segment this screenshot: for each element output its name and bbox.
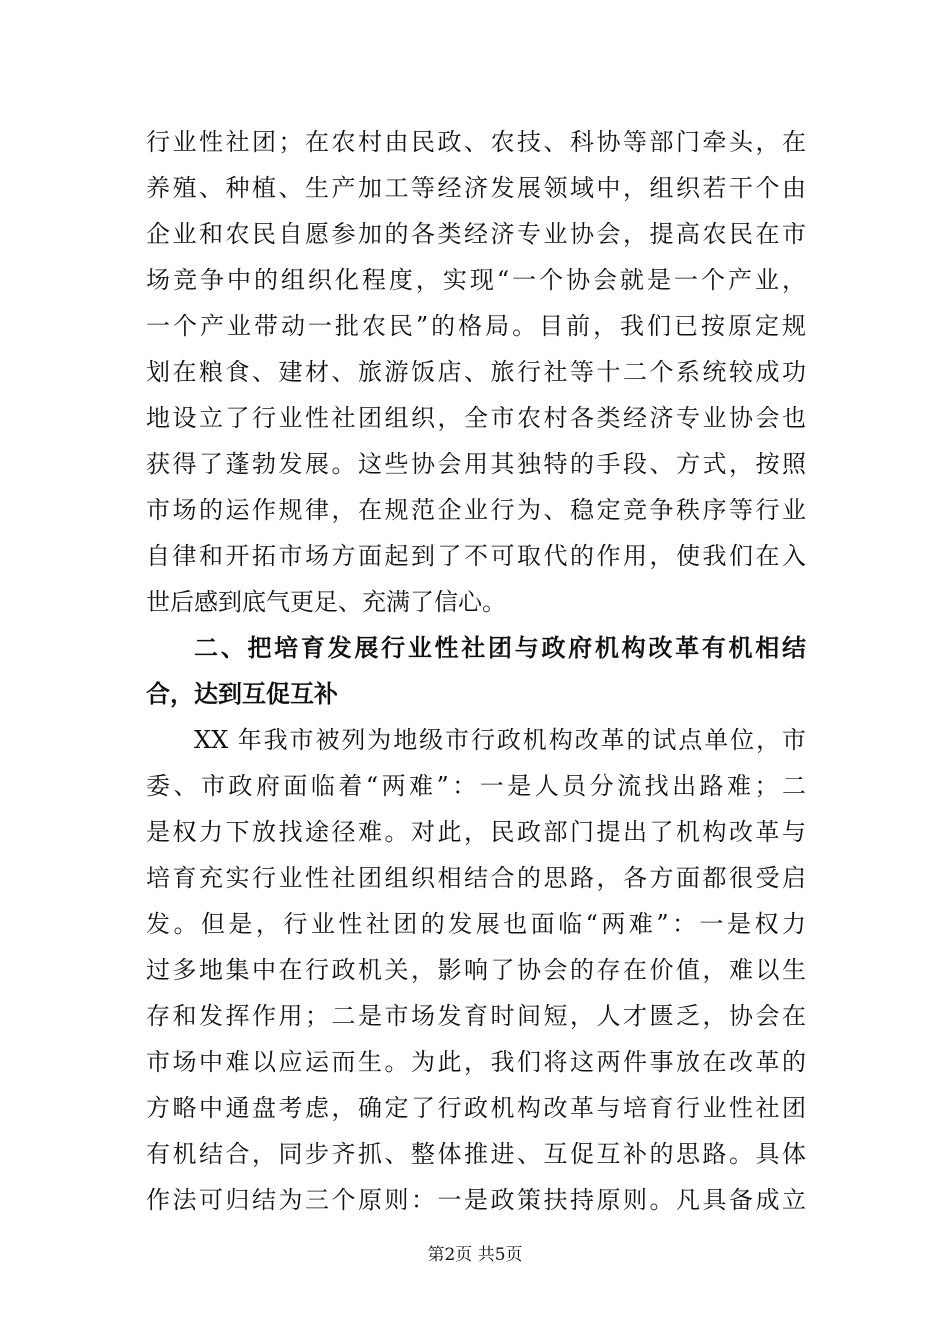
body-line: 地设立了行业性社团组织，全市农村各类经济专业协会也	[146, 404, 806, 432]
body-line: 有机结合，同步齐抓、整体推进、互促互补的思路。具体	[146, 1140, 806, 1168]
page-footer: 第2页 共5页	[427, 1245, 523, 1265]
body-line: 委、市政府面临着“两难”：一是人员分流找出路难；二	[146, 772, 806, 800]
body-line: 自律和开拓市场方面起到了不可取代的作用，使我们在入	[146, 542, 806, 570]
section-heading: 合，达到互促互补	[146, 680, 338, 708]
body-line: 方略中通盘考虑，确定了行政机构改革与培育行业性社团	[146, 1094, 806, 1122]
body-line: 行业性社团；在农村由民政、农技、科协等部门牵头，在	[146, 128, 806, 156]
body-line: 世后感到底气更足、充满了信心。	[146, 588, 506, 616]
body-line: 发。但是，行业性社团的发展也面临“两难”：一是权力	[146, 910, 806, 938]
body-line: 场竞争中的组织化程度，实现“一个协会就是一个产业，	[146, 266, 806, 294]
body-line: 存和发挥作用；二是市场发育时间短，人才匮乏，协会在	[146, 1002, 806, 1030]
body-line: 是权力下放找途径难。对此，民政部门提出了机构改革与	[146, 818, 806, 846]
body-line: 划在粮食、建材、旅游饭店、旅行社等十二个系统较成功	[146, 358, 806, 386]
body-line: 市场中难以应运而生。为此，我们将这两件事放在改革的	[146, 1048, 806, 1076]
body-line: XX 年我市被列为地级市行政机构改革的试点单位，市	[194, 726, 806, 754]
body-line: 作法可归结为三个原则：一是政策扶持原则。凡具备成立	[146, 1186, 806, 1214]
body-line: 过多地集中在行政机关，影响了协会的存在价值，难以生	[146, 956, 806, 984]
body-line: 一个产业带动一批农民”的格局。目前，我们已按原定规	[146, 312, 806, 340]
body-line: 养殖、种植、生产加工等经济发展领域中，组织若干个由	[146, 174, 806, 202]
body-line: 获得了蓬勃发展。这些协会用其独特的手段、方式，按照	[146, 450, 806, 478]
body-line: 培育充实行业性社团组织相结合的思路，各方面都很受启	[146, 864, 806, 892]
body-line: 市场的运作规律，在规范企业行为、稳定竞争秩序等行业	[146, 496, 806, 524]
section-heading: 二、把培育发展行业性社团与政府机构改革有机相结	[194, 634, 806, 662]
body-line: 企业和农民自愿参加的各类经济专业协会，提高农民在市	[146, 220, 806, 248]
